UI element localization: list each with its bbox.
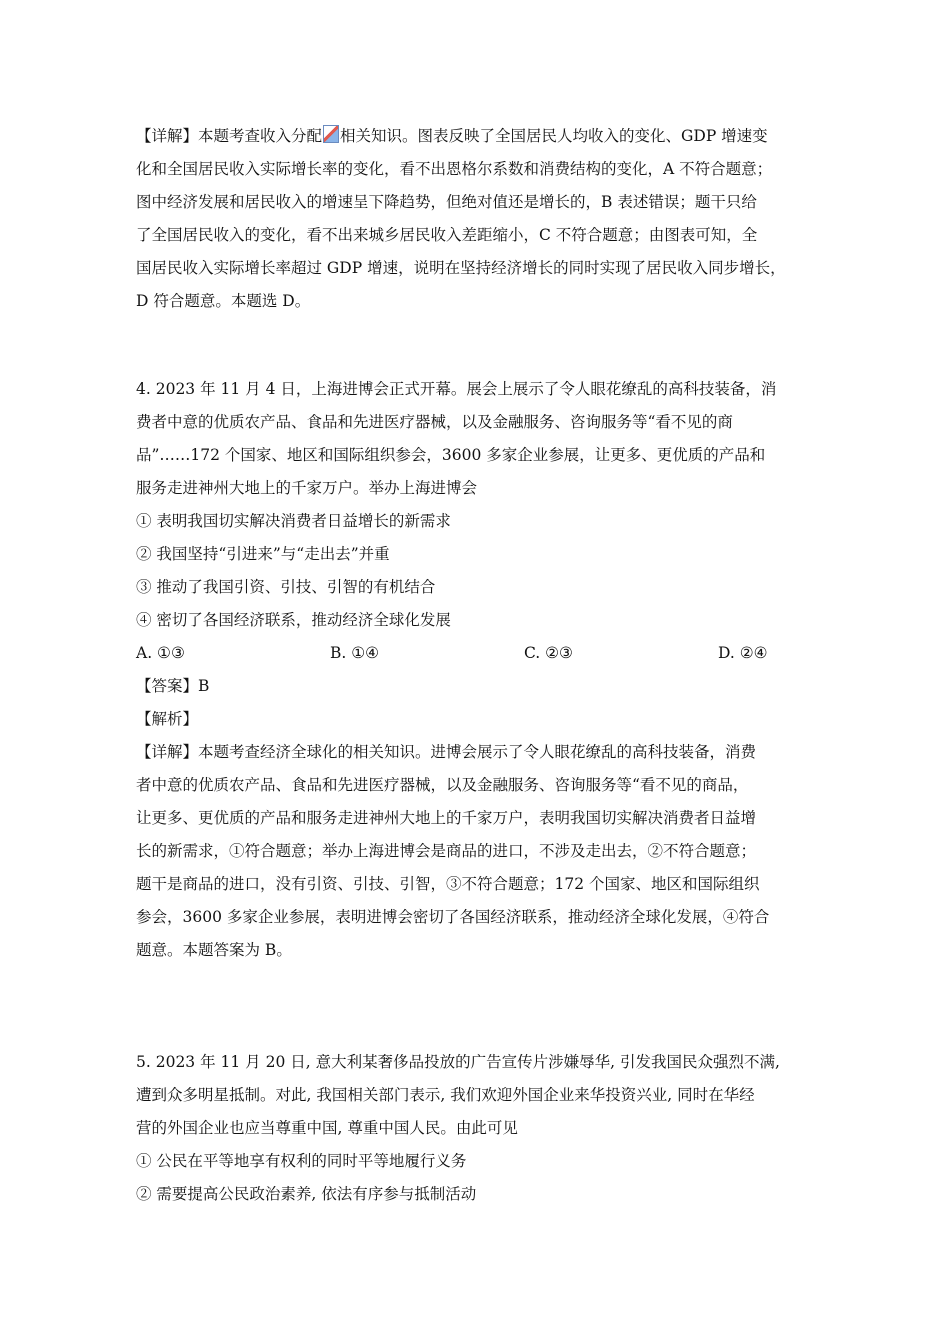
q5-stem-line: 5. 2023 年 11 月 20 日, 意大利某奢侈品投放的广告宣传片涉嫌辱华, 引发我国民众强烈不满,: [136, 1053, 780, 1071]
q4-answer: 【答案】B: [136, 677, 210, 695]
q3-explanation-line: 国居民收入实际增长率超过 GDP 增速，说明在坚持经济增长的同时实现了居民收入同步增长，: [136, 259, 786, 277]
q4-stem-line: 品”……172 个国家、地区和国际组织参会，3600 多家企业参展，让更多、更优质的产品和: [136, 446, 766, 464]
q4-explanation-line: 长的新需求，①符合题意；举办上海进博会是商品的进口，不涉及走出去，②不符合题意；: [136, 842, 757, 860]
q4-option-a: A. ①③: [136, 644, 185, 662]
q4-item-3: ③ 推动了我国引资、引技、引智的有机结合: [136, 578, 436, 596]
q3-explanation-line: 化和全国居民收入实际增长率的变化，看不出恩格尔系数和消费结构的变化，A 不符合题意；: [136, 160, 773, 178]
q4-item-4: ④ 密切了各国经济联系，推动经济全球化发展: [136, 611, 451, 629]
q4-stem-line: 服务走进神州大地上的千家万户。举办上海进博会: [136, 479, 478, 497]
q4-option-d: D. ②④: [718, 644, 768, 662]
q4-option-c: C. ②③: [524, 644, 573, 662]
q4-options: [136, 637, 826, 670]
q4-explanation-line: 者中意的优质农产品、食品和先进医疗器械，以及金融服务、咨询服务等“看不见的商品，: [136, 776, 749, 794]
q4-explanation-line: 题意。本题答案为 B。: [136, 941, 292, 959]
q4-explanation-line: 【详解】本题考查经济全球化的相关知识。进博会展示了令人眼花缭乱的高科技装备，消费: [136, 743, 757, 761]
q3-explanation-line: 了全国居民收入的变化，看不出来城乡居民收入差距缩小，C 不符合题意；由图表可知，全: [136, 226, 758, 244]
q4-analysis-label: 【解析】: [136, 710, 199, 728]
q4-item-2: ② 我国坚持“引进来”与“走出去”并重: [136, 545, 390, 563]
q3-explanation: [136, 120, 826, 318]
q4-explanation-line: 让更多、更优质的产品和服务走进神州大地上的千家万户，表明我国切实解决消费者日益增: [136, 809, 757, 827]
q3-explanation-line: D 符合题意。本题选 D。: [136, 292, 311, 310]
q4-stem-line: 费者中意的优质农产品、食品和先进医疗器械，以及金融服务、咨询服务等“看不见的商: [136, 413, 733, 431]
q3-explanation-line: 图中经济发展和居民收入的增速呈下降趋势，但绝对值还是增长的，B 表述错误；题干只给: [136, 193, 757, 211]
q5-item-2: ② 需要提高公民政治素养, 依法有序参与抵制活动: [136, 1185, 477, 1203]
q4-item-1: ① 表明我国切实解决消费者日益增长的新需求: [136, 512, 451, 530]
q4-explanation-line: 参会，3600 多家企业参展，表明进博会密切了各国经济联系，推动经济全球化发展，④符合: [136, 908, 770, 926]
q5-stem-line: 遭到众多明星抵制。对此, 我国相关部门表示, 我们欢迎外国企业来华投资兴业, 同时在华经: [136, 1086, 755, 1104]
q4-stem-line: 4. 2023 年 11 月 4 日，上海进博会正式开幕。展会上展示了令人眼花缭乱的高科技装备，消: [136, 380, 777, 398]
q5-stem-line: 营的外国企业也应当尊重中国, 尊重中国人民。由此可见: [136, 1119, 518, 1137]
question-4: [136, 373, 826, 967]
q5-item-1: ① 公民在平等地享有权利的同时平等地履行义务: [136, 1152, 467, 1170]
broken-image-icon: [323, 125, 339, 143]
q4-explanation-line: 题干是商品的进口，没有引资、引技、引智，③不符合题意；172 个国家、地区和国际组织: [136, 875, 760, 893]
question-5: [136, 1046, 826, 1211]
q3-explanation-line: 【详解】本题考查收入分配 相关知识。图表反映了全国居民人均收入的变化、GDP 增速变: [136, 127, 768, 145]
q4-option-b: B. ①④: [330, 644, 380, 662]
